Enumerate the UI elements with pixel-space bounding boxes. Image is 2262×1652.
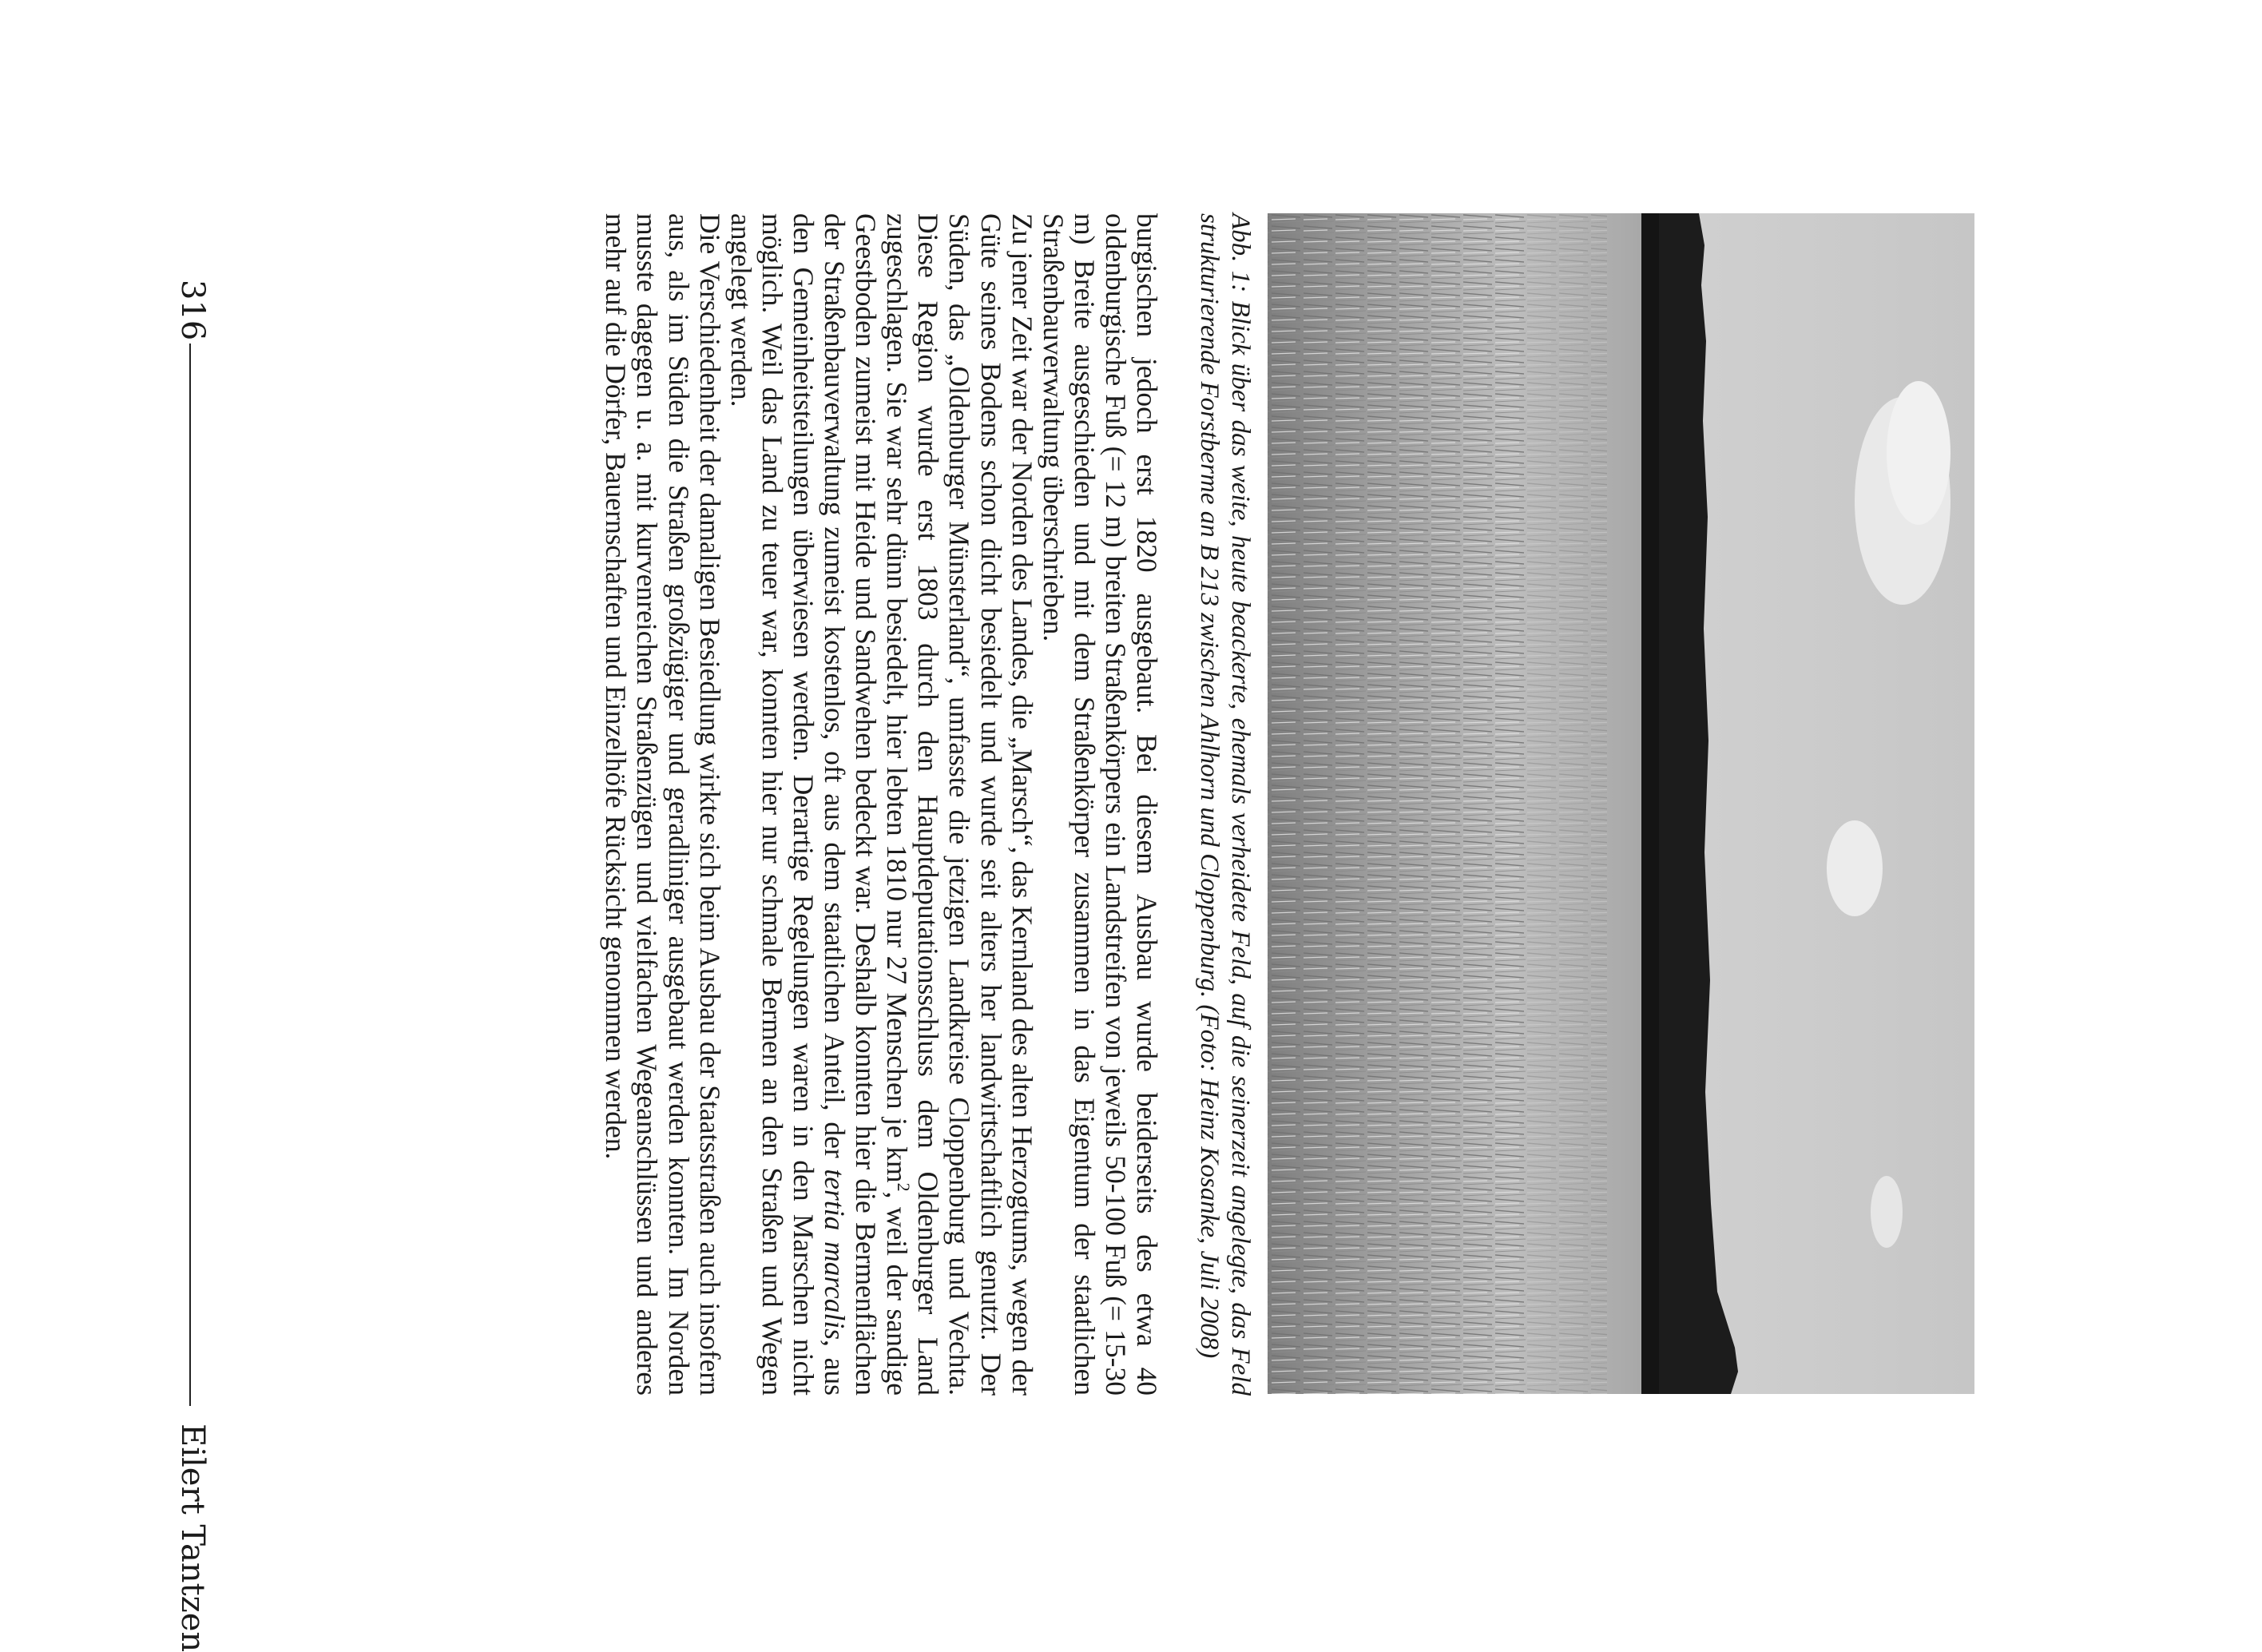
paragraph-2 [725, 213, 1038, 1396]
running-head [164, 280, 212, 1652]
paragraph-2-text-c: , aus den Gemeinheitsteilungen überwiesen werden. Derartige Regelungen waren in den Marschen nicht möglich. Weil das Land zu teuer war, konnten hier nur schmale Bermen an den Straßen und Wegen angelegt werden. [724, 213, 851, 1396]
caption-text: Blick über das weite, heute beackerte, ehemals verheidete Feld, auf die seinerzeit angelegte, das Feld strukturierende Forstberme an B 213 zwischen Ahlhorn und Cloppenburg. (Foto: Heinz Kosanke, Juli 2008) [1195, 213, 1255, 1396]
running-head-author: Eilert Tantzen [174, 1424, 211, 1652]
cloud [1827, 820, 1883, 916]
field-texture [1268, 213, 1527, 1394]
paragraph-2-text-a: Zu jener Zeit war der Norden des Landes, die „Marsch“, das Kernland des alten Herzogtums, wegen der Güte seines Bodens schon dicht besiedelt und wurde seit alters her landwirtschaftlich genutzt. Der Süden, das „Oldenburger Münsterland“, umfasste die jetzigen Landkreise Cloppenburg und Vechta. Diese Region wurde erst 1803 durch den Hauptdeputationsschluss dem Oldenburger Land zugeschlagen. Sie war sehr dünn besiedelt, hier lebten 1810 nur 27 Menschen je km [881, 213, 1038, 1396]
body-text [600, 213, 1162, 1396]
field-texture-far [1527, 213, 1607, 1394]
cloud [1887, 381, 1950, 525]
road-berm [1641, 213, 1659, 1394]
paragraph-3: Die Verschiedenheit der damaligen Besiedlung wirkte sich beim Ausbau der Staatsstraßen auch insofern aus, als im Süden die Straßen großzügiger und geradliniger ausgebaut werden konnten. Im Norden musste dagegen u. a. mit kurvenreichen Straßenzügen und vielfachen Wegeanschlüssen und anderes mehr auf die Dörfer, Bauernschaften und Einzelhöfe Rücksicht genommen werden. [600, 213, 726, 1396]
superscript: 2 [894, 1182, 915, 1192]
page-number: 316 [174, 280, 211, 341]
paragraph-1: burgischen jedoch erst 1820 ausgebaut. Bei diesem Ausbau wurde beiderseits des etwa 40 oldenburgische Fuß (= 12 m) breiten Straßenkörpers ein Landstreifen von jeweils 50-100 Fuß (= 15-30 m) Breite ausgeschieden und mit dem Straßenkörper zusammen in das Eigentum der staatlichen Straßenbauverwaltung überschrieben. [1037, 213, 1163, 1396]
header-rule [189, 344, 191, 1406]
caption-label: Abb. 1: [1226, 213, 1255, 293]
figure-caption [1193, 213, 1256, 1396]
paragraph-2-text-b: , weil der sandige Geestboden zumeist mit Heide und Sandwehen bedeckt war. Deshalb konnten hier die Bermenflächen der Straßenbauverwaltung zumeist kostenlos, oft aus dem staatlichen Anteil, der [819, 213, 914, 1396]
latin-term: tertia marcalis [819, 1169, 851, 1340]
cloud [1871, 1176, 1903, 1248]
figure-photo [1268, 213, 1974, 1394]
field-photo-image [1268, 213, 1974, 1394]
